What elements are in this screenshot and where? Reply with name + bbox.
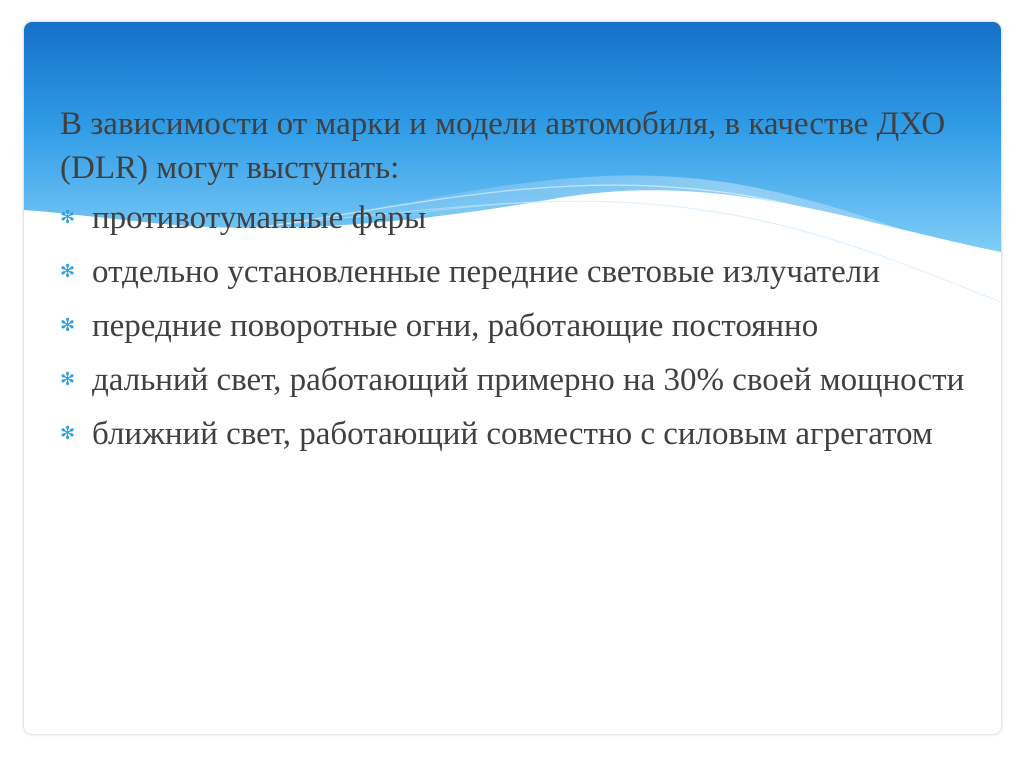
asterisk-bullet-icon: ✻ (60, 315, 76, 336)
asterisk-bullet-icon: ✻ (60, 423, 76, 444)
list-item (60, 196, 980, 240)
intro-text: В зависимости от марки и модели автомобиля, в качестве ДХО (DLR) могут выступать: (60, 106, 946, 186)
list-item (60, 250, 980, 294)
slide (24, 22, 1001, 734)
asterisk-bullet-icon: ✻ (60, 207, 76, 228)
list-item (60, 412, 980, 456)
list-item (60, 304, 980, 348)
list-item (60, 358, 980, 402)
asterisk-bullet-icon: ✻ (60, 261, 76, 282)
list-item-text: противотуманные фары (92, 200, 427, 236)
asterisk-bullet-icon: ✻ (60, 369, 76, 390)
list-item-text: ближний свет, работающий совместно с силовым агрегатом (92, 416, 933, 452)
list-item-text: передние поворотные огни, работающие постоянно (92, 308, 819, 344)
list-item-text: дальний свет, работающий примерно на 30% своей мощности (92, 362, 965, 398)
slide-content (60, 102, 980, 466)
bullet-list (60, 196, 980, 456)
list-item-text: отдельно установленные передние световые излучатели (92, 254, 880, 290)
